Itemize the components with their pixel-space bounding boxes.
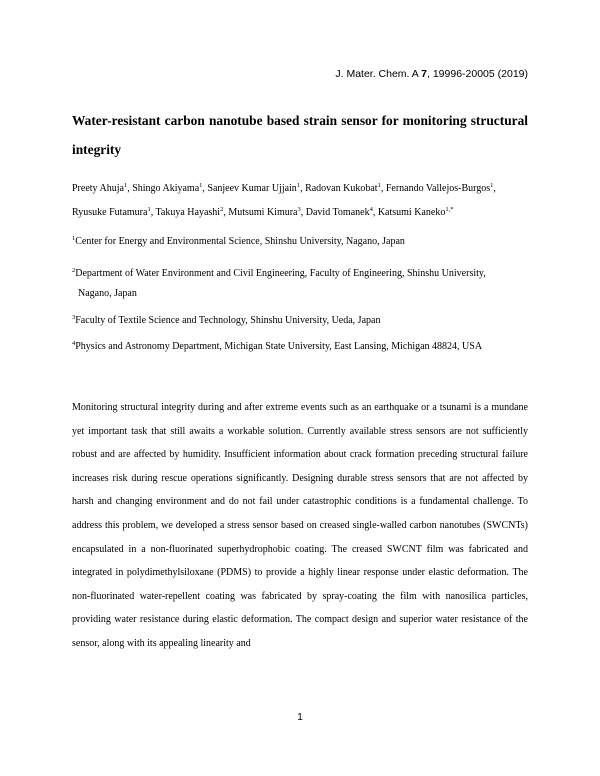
author-separator: ,	[380, 183, 386, 194]
author-separator: ,	[202, 183, 208, 194]
author-affil-sup: 2	[220, 206, 224, 213]
author-affil-sup: 1	[490, 182, 494, 189]
citation-pages-year: , 19996-20005 (2019)	[427, 68, 528, 80]
author-separator: ,	[223, 207, 229, 218]
author-name: Shingo Akiyama	[132, 183, 200, 194]
affiliation-1	[72, 232, 528, 252]
author-affil-sup: 4	[369, 206, 373, 213]
author-list	[72, 177, 530, 225]
author	[72, 183, 132, 194]
author-affil-sup: 1,*	[445, 206, 454, 213]
author-affil-sup: 1	[123, 182, 128, 189]
author-separator: ,	[127, 183, 133, 194]
affiliation-2	[72, 264, 528, 304]
author-name: Fernando Vallejos-Burgos	[385, 183, 491, 194]
author-name: Katsumi Kaneko	[377, 207, 446, 218]
citation-journal: J. Mater. Chem. A	[335, 68, 422, 80]
author-name: Ryusuke Futamura	[72, 207, 148, 218]
author	[305, 183, 386, 194]
author	[132, 183, 207, 194]
author-separator: ,	[372, 207, 378, 218]
author-separator: ,	[493, 183, 496, 194]
author	[228, 207, 305, 218]
affiliation-4	[72, 337, 528, 357]
author	[378, 207, 454, 218]
author-name: Preety Ahuja	[72, 183, 124, 194]
author	[386, 183, 496, 194]
affiliation-sup: 1	[72, 235, 76, 242]
author	[156, 207, 229, 218]
affiliation-text: Department of Water Environment and Civil Engineering, Faculty of Engineering, Shinshu University,	[75, 268, 486, 279]
author-separator: ,	[150, 207, 156, 218]
author-separator: ,	[300, 183, 306, 194]
author-name: Takuya Hayashi	[155, 207, 221, 218]
author-affil-sup: 3	[297, 206, 301, 213]
affiliation-text: Center for Energy and Environmental Science, Shinshu University, Nagano, Japan	[75, 236, 405, 247]
page-number: 1	[297, 712, 303, 723]
affiliation-text-continued: Nagano, Japan	[78, 288, 137, 299]
author-affil-sup: 1	[377, 182, 381, 189]
author	[72, 207, 156, 218]
author-name: Sanjeev Kumar Ujjain	[207, 183, 297, 194]
affiliation-3	[72, 311, 528, 331]
author-separator: ,	[300, 207, 306, 218]
citation-volume: 7	[421, 68, 427, 80]
affiliation-text: Physics and Astronomy Department, Michigan State University, East Lansing, Michigan 48824, USA	[75, 341, 483, 352]
author-name: Mutsumi Kimura	[228, 207, 298, 218]
abstract-paragraph: Monitoring structural integrity during and after extreme events such as an earthquake or a tsunami is a mundane yet important task that still awaits a workable solution. Currently available stress sensors are not sufficiently robust and are affected by humidity. Insufficient information about crack formation preceding structural failure increases risk during rescue operations significantly. Designing durable stress sensors that are not affected by harsh and changing environment and do not fail under catastrophic conditions is a fundamental challenge. To address this problem, we developed a stress sensor based on creased single-walled carbon nanotubes (SWCNTs) encapsulated in a non-fluorinated superhydrophobic coating. The creased SWCNT film was fabricated and integrated in polydimethylsiloxane (PDMS) to provide a highly linear response under elastic deformation. The non-fluorinated water-repellent coating was fabricated by spray-coating the film with nanosilica particles, providing water resistance during elastic deformation. The compact design and superior water resistance of the sensor, along with its appealing linearity and	[72, 402, 528, 649]
author	[207, 183, 305, 194]
affiliation-sup: 4	[72, 340, 76, 347]
affiliation-sup: 2	[72, 267, 76, 274]
author-name: Radovan Kukobat	[305, 183, 378, 194]
affiliation-sup: 3	[72, 314, 76, 321]
author-name: David Tomanek	[305, 207, 370, 218]
author-affil-sup: 1	[199, 182, 203, 189]
affiliation-text: Faculty of Textile Science and Technology, Shinshu University, Ueda, Japan	[75, 315, 381, 326]
journal-citation	[335, 68, 528, 80]
author-affil-sup: 1	[296, 182, 301, 189]
paper-title: Water-resistant carbon nanotube based strain sensor for monitoring structural integrity	[72, 113, 528, 157]
author	[306, 207, 378, 218]
author-affil-sup: 1	[147, 206, 151, 213]
